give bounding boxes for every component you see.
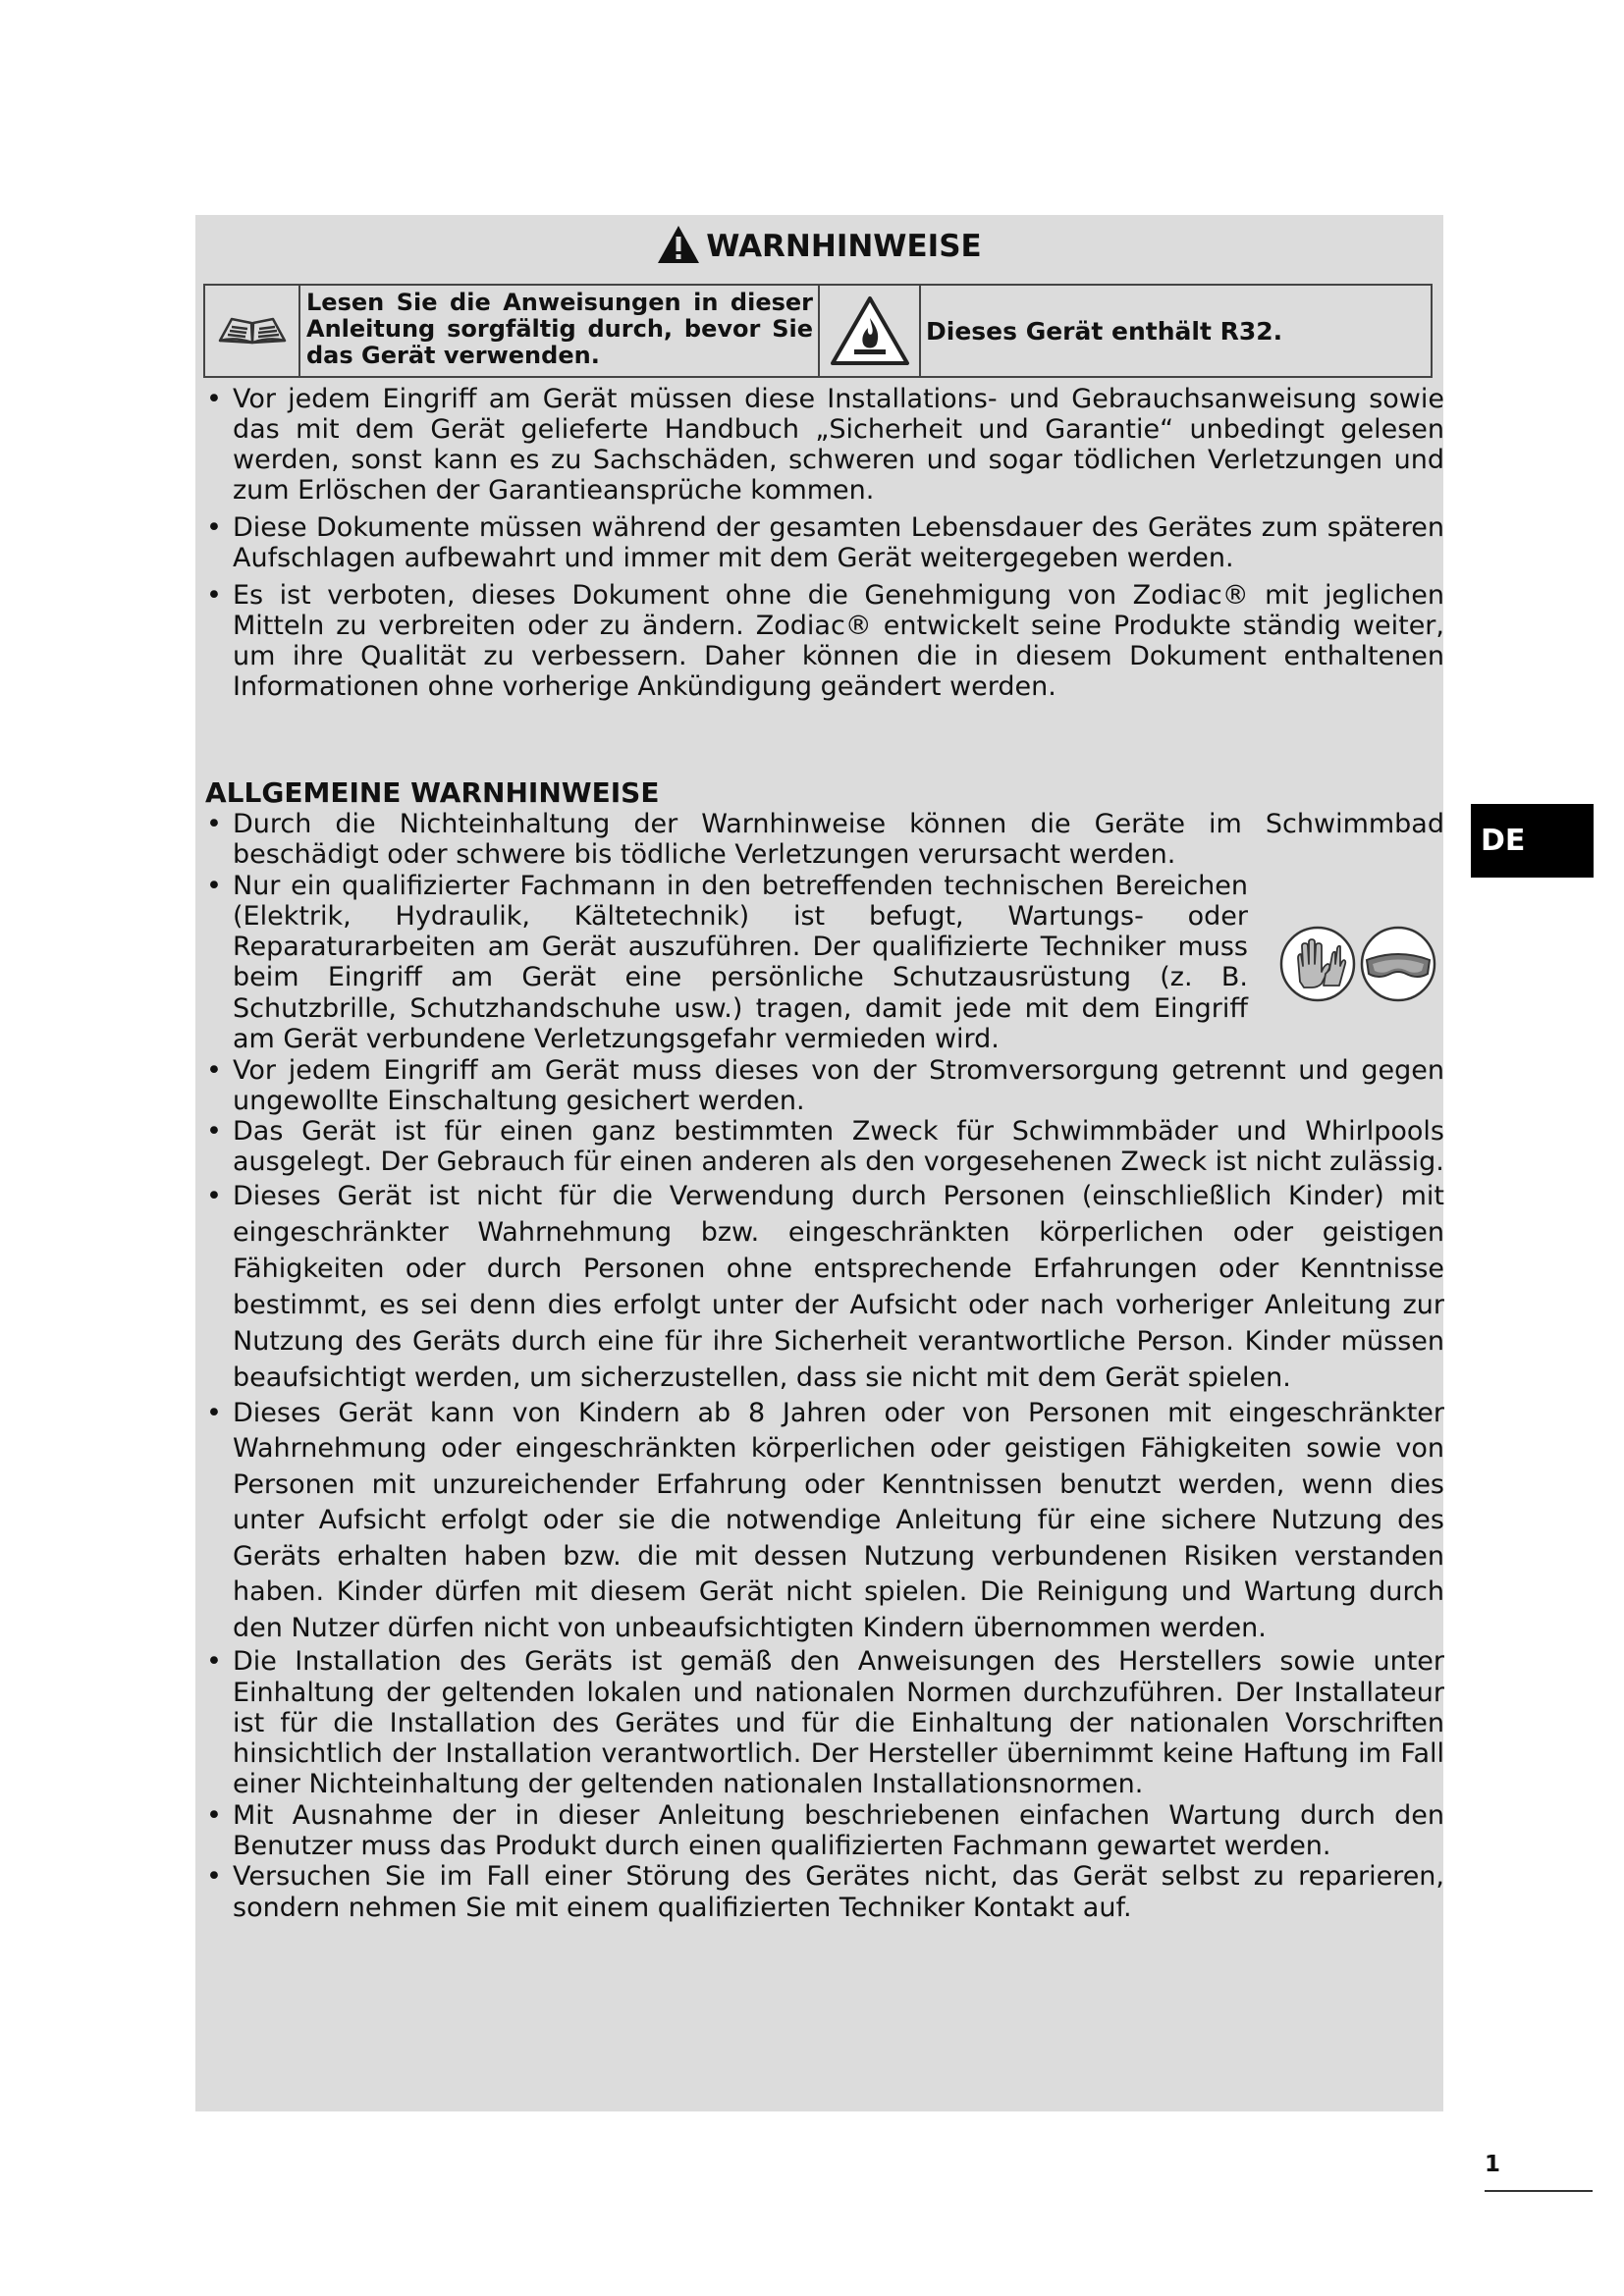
list-item: • Es ist verboten, dieses Dokument ohne die Genehmigung von Zodiac® mit jeglichen Mitteln zu verbreiten oder zu ändern. Zodiac® entwickelt seine Produkte ständig weiter, um ihre Qualität zu verbessern. Daher können die in diesem Dokument enthaltenen Informationen ohne vorherige Ankündigung geändert werden. — [205, 580, 1444, 702]
list-item: • Die Installation des Geräts ist gemäß den Anweisungen des Herstellers sowie unter Einhaltung der geltenden lokalen und nationalen Normen durchzuführen. Der Installateur ist für die Installation des Gerätes und für die Einhaltung der nationalen Vorschriften hinsichtlich der Installation verantwortlich. Der Hersteller übernimmt keine Haftung im Fall einer Nichteinhaltung der geltenden nationalen Installationsnormen. — [205, 1646, 1444, 1799]
notice-read-instructions: Lesen Sie die Anweisungen in dieser Anleitung sorgfältig durch, bevor Sie das Gerät verwenden. — [300, 286, 820, 376]
open-book-icon — [214, 311, 291, 350]
list-item: • Vor jedem Eingriff am Gerät muss dieses von der Stromversorgung getrennt und gegen ungewollte Einschaltung gesichert werden. — [205, 1055, 1444, 1117]
gloves-icon — [1278, 925, 1357, 1003]
flammable-warning-icon — [829, 294, 911, 367]
ppe-icons — [1278, 925, 1437, 1003]
page-title-text: WARNHINWEISE — [706, 229, 982, 264]
list-item: • Dieses Gerät ist nicht für die Verwendung durch Personen (einschließlich Kinder) mit eingeschränkter Wahrnehmung bzw. eingeschränkten körperlichen oder geistigen Fähigkeiten oder durch Personen ohne entsprechende Erfahrungen oder Kenntnisse bestimmt, es sei denn dies erfolgt unter der Aufsicht oder nach vorheriger Anleitung zur Nutzung des Geräts durch eine für ihre Sicherheit verantwortliche Person. Kinder müssen beaufsichtigt werden, um sicherzustellen, dass sie nicht mit dem Gerät spielen. — [205, 1178, 1444, 1396]
general-warning-list — [205, 809, 1444, 1923]
intro-warning-list — [205, 384, 1444, 709]
list-item: • Diese Dokumente müssen während der gesamten Lebensdauer des Gerätes zum späteren Aufschlagen aufbewahrt und immer mit dem Gerät weitergegeben werden. — [205, 512, 1444, 573]
warning-triangle-icon — [657, 225, 700, 264]
language-tab: DE — [1471, 804, 1594, 878]
list-item: • Durch die Nichteinhaltung der Warnhinweise können die Geräte im Schwimmbad beschädigt oder schwere bis tödliche Verletzungen verursacht werden. — [205, 809, 1444, 871]
section-heading: ALLGEMEINE WARNHINWEISE — [205, 776, 660, 809]
list-item: • Mit Ausnahme der in dieser Anleitung beschriebenen einfachen Wartung durch den Benutzer muss das Produkt durch einen qualifizierten Fachmann gewartet werden. — [205, 1800, 1444, 1862]
page-title — [195, 225, 1443, 268]
page-number-rule — [1485, 2190, 1593, 2192]
notice-contains-r32: Dieses Gerät enthält R32. — [926, 316, 1283, 346]
safety-goggles-icon — [1359, 925, 1437, 1003]
list-item-text: Nur ein qualifizierter Fachmann in den betreffenden technischen Bereichen (Elektrik, Hydraulik, Kältetechnik) ist befugt, Wartungs- oder Reparaturarbeiten am Gerät auszuführen. Der qualifizierte Techniker muss beim Eingriff am Gerät eine persönliche Schutzausrüstung (z. B. Schutzbrille, Schutzhandschuhe usw.) tragen, damit jede mit dem Eingriff am Gerät verbundene Verletzungsgefahr vermieden wird. — [233, 870, 1248, 1055]
list-item: • Dieses Gerät kann von Kindern ab 8 Jahren oder von Personen mit eingeschränkter Wahrnehmung oder eingeschränkten körperlichen oder geistigen Fähigkeiten sowie von Personen mit unzureichender Erfahrung oder Kenntnissen benutzt werden, wenn dies unter Aufsicht erfolgt oder sie die notwendige Anleitung für eine sichere Nutzung des Geräts erhalten haben bzw. die mit dessen Nutzung verbundenen Risiken verstanden haben. Kinder dürfen mit diesem Gerät nicht spielen. Die Reinigung und Wartung durch den Nutzer dürfen nicht von unbeaufsichtigten Kindern übernommen werden. — [205, 1396, 1444, 1647]
notice-cell-flammable-icon — [820, 286, 921, 376]
notice-cell-read-icon — [205, 286, 300, 376]
list-item: • Versuchen Sie im Fall einer Störung des Gerätes nicht, das Gerät selbst zu reparieren, sondern nehmen Sie mit einem qualifizierten Techniker Kontakt auf. — [205, 1861, 1444, 1923]
list-item: • Das Gerät ist für einen ganz bestimmten Zweck für Schwimmbäder und Whirlpools ausgelegt. Der Gebrauch für einen anderen als den vorgesehenen Zweck ist nicht zulässig. — [205, 1116, 1444, 1178]
list-item: • Vor jedem Eingriff am Gerät müssen diese Installations- und Gebrauchsanweisung sowie das mit dem Gerät gelieferte Handbuch „Sicherheit und Garantie“ unbedingt gelesen werden, sonst kann es zu Sachschäden, schweren und sogar tödlichen Verletzungen und zum Erlöschen der Garantieansprüche kommen. — [205, 384, 1444, 506]
warnings-panel — [195, 215, 1443, 2111]
notice-table — [203, 284, 1433, 378]
list-item-qualified-technician — [205, 871, 1444, 1055]
page-number: 1 — [1485, 2152, 1501, 2177]
